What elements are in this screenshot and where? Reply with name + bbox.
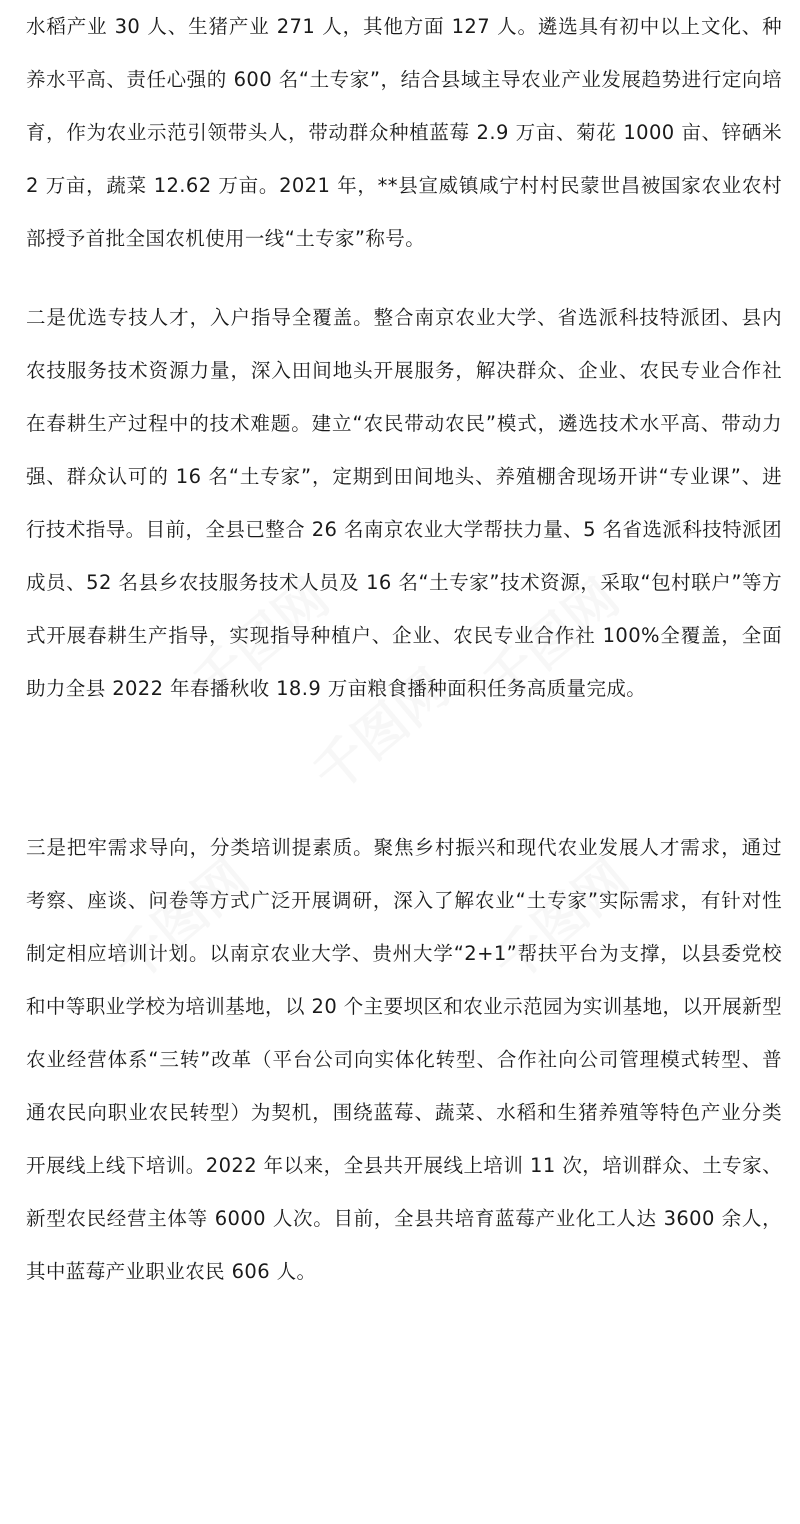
- paragraph-talent-cultivation: 水稻产业 30 人、生猪产业 271 人，其他方面 127 人。遴选具有初中以上文化、种养水平高、责任心强的 600 名“土专家”，结合县域主导农业产业发展趋势进行定向培育，作为农业示范引领带头人，带动群众种植蓝莓 2.9 万亩、菊花 1000 亩、锌硒米 2 万亩，蔬菜 12.62 万亩。2021 年，**县宣威镇咸宁村村民蒙世昌被国家农业农村部授予首批全国农机使用一线“土专家”称号。: [26, 15, 782, 250]
- watermark: 千图网: [472, 568, 631, 715]
- watermark: 千图网: [302, 658, 461, 805]
- watermark: 千图网: [182, 568, 341, 715]
- paragraph-tech-guidance: 二是优选专技人才，入户指导全覆盖。整合南京农业大学、省选派科技特派团、县内农技服务技术资源力量，深入田间地头开展服务，解决群众、企业、农民专业合作社在春耕生产过程中的技术难题。建立“农民带动农民”模式，遴选技术水平高、带动力强、群众认可的 16 名“土专家”，定期到田间地头、养殖棚舍现场开讲“专业课”、进行技术指导。目前，全县已整合 26 名南京农业大学帮扶力量、5 名省选派科技特派团成员、52 名县乡农技服务技术人员及 16 名“土专家”技术资源，采取“包村联户”等方式开展春耕生产指导，实现指导种植户、企业、农民专业合作社 100%全覆盖，全面助力全县 2022 年春播秋收 18.9 万亩粮食播种面积任务高质量完成。: [26, 306, 782, 700]
- paragraph-training: 三是把牢需求导向，分类培训提素质。聚焦乡村振兴和现代农业发展人才需求，通过考察、座谈、问卷等方式广泛开展调研，深入了解农业“土专家”实际需求，有针对性制定相应培训计划。以南京农业大学、贵州大学“2+1”帮扶平台为支撑，以县委党校和中等职业学校为培训基地，以 20 个主要坝区和农业示范园为实训基地，以开展新型农业经营体系“三转”改革（平台公司向实体化转型、合作社向公司管理模式转型、普通农民向职业农民转型）为契机，围绕蓝莓、蔬菜、水稻和生猪养殖等特色产业分类开展线上线下培训。2022 年以来，全县共开展线上培训 11 次，培训群众、土专家、新型农民经营主体等 6000 人次。目前，全县共培育蓝莓产业化工人达 3600 余人，其中蓝莓产业职业农民 606 人。: [26, 836, 782, 1283]
- watermark: 千图网: [102, 848, 261, 995]
- watermark: 千图网: [482, 848, 641, 995]
